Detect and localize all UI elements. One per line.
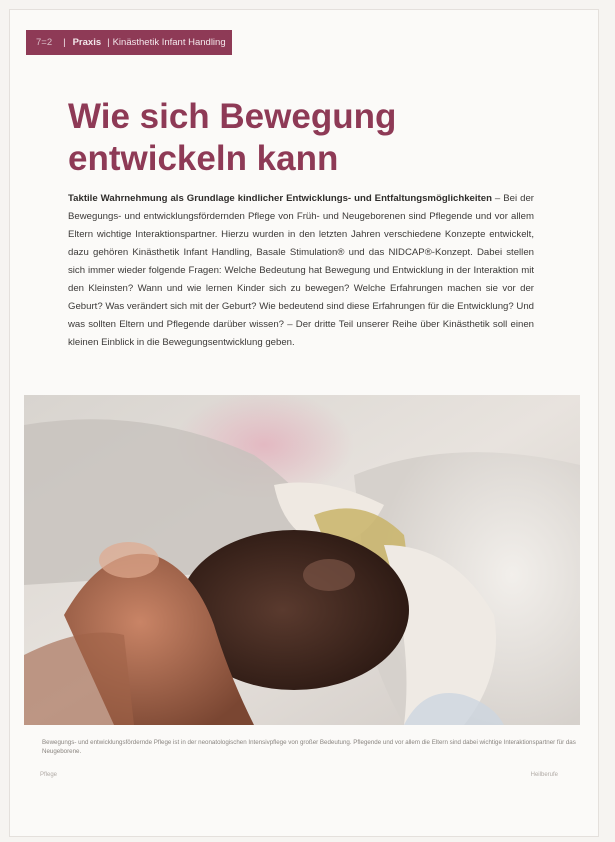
page-number: 7=2 — [36, 37, 53, 48]
magazine-page — [10, 10, 598, 836]
section-label: Praxis — [72, 37, 102, 48]
section-header-tab — [26, 30, 232, 55]
newborn-photo-illustration — [24, 395, 580, 725]
intro-body: – Bei der Bewegungs- und entwicklungsfördernden Pflege von Früh- und Neugeborenen sind Pflegende und vor allem Eltern wichtige Interaktionspartner. Hierzu wurden in den letzten Jahren verschiedene Konzepte entwickelt, dazu gehören Kinästhetik Infant Handling, Basale Stimulation® und das NIDCAP®-Konzept. Dabei stellen sich immer wieder folgende Fragen: Welche Bedeutung hat Bewegung und Entwicklung in der Interaktion mit den Kleinsten? Wann und wie lernen Kinder sich zu bewegen? Welche Erfahrungen machen sie vor der Geburt? Was verändert sich mit der Geburt? Wie bedeutend sind diese Erfahrungen für die Entwicklung? Und was sollten Eltern und Pflegende darüber wissen? – Der dritte Teil unserer Reihe über Kinästhetik soll einen kleinen Einblick in die Bewegungsentwicklung geben. — [68, 193, 534, 348]
header-separator: | — [63, 37, 66, 48]
footer-left: Pflege — [40, 772, 58, 778]
footer-right: Heilberufe — [530, 772, 558, 778]
article-intro — [68, 190, 534, 352]
topic-label: Kinästhetik Infant Handling — [112, 37, 226, 48]
article-title: Wie sich Bewegung entwickeln kann — [68, 97, 397, 178]
article-photo — [24, 395, 580, 725]
intro-lead: Taktile Wahrnehmung als Grundlage kindlicher Entwicklungs- und Entfaltungsmöglichkeiten — [68, 193, 492, 204]
header-separator-2: | — [107, 37, 110, 48]
photo-caption: Bewegungs- und entwicklungsfördernde Pflege ist in der neonatologischen Intensivpflege von großer Bedeutung. Pflegende und vor allem die Eltern sind dabei wichtige Interaktionspartner für das Neugeborene. — [42, 739, 576, 755]
